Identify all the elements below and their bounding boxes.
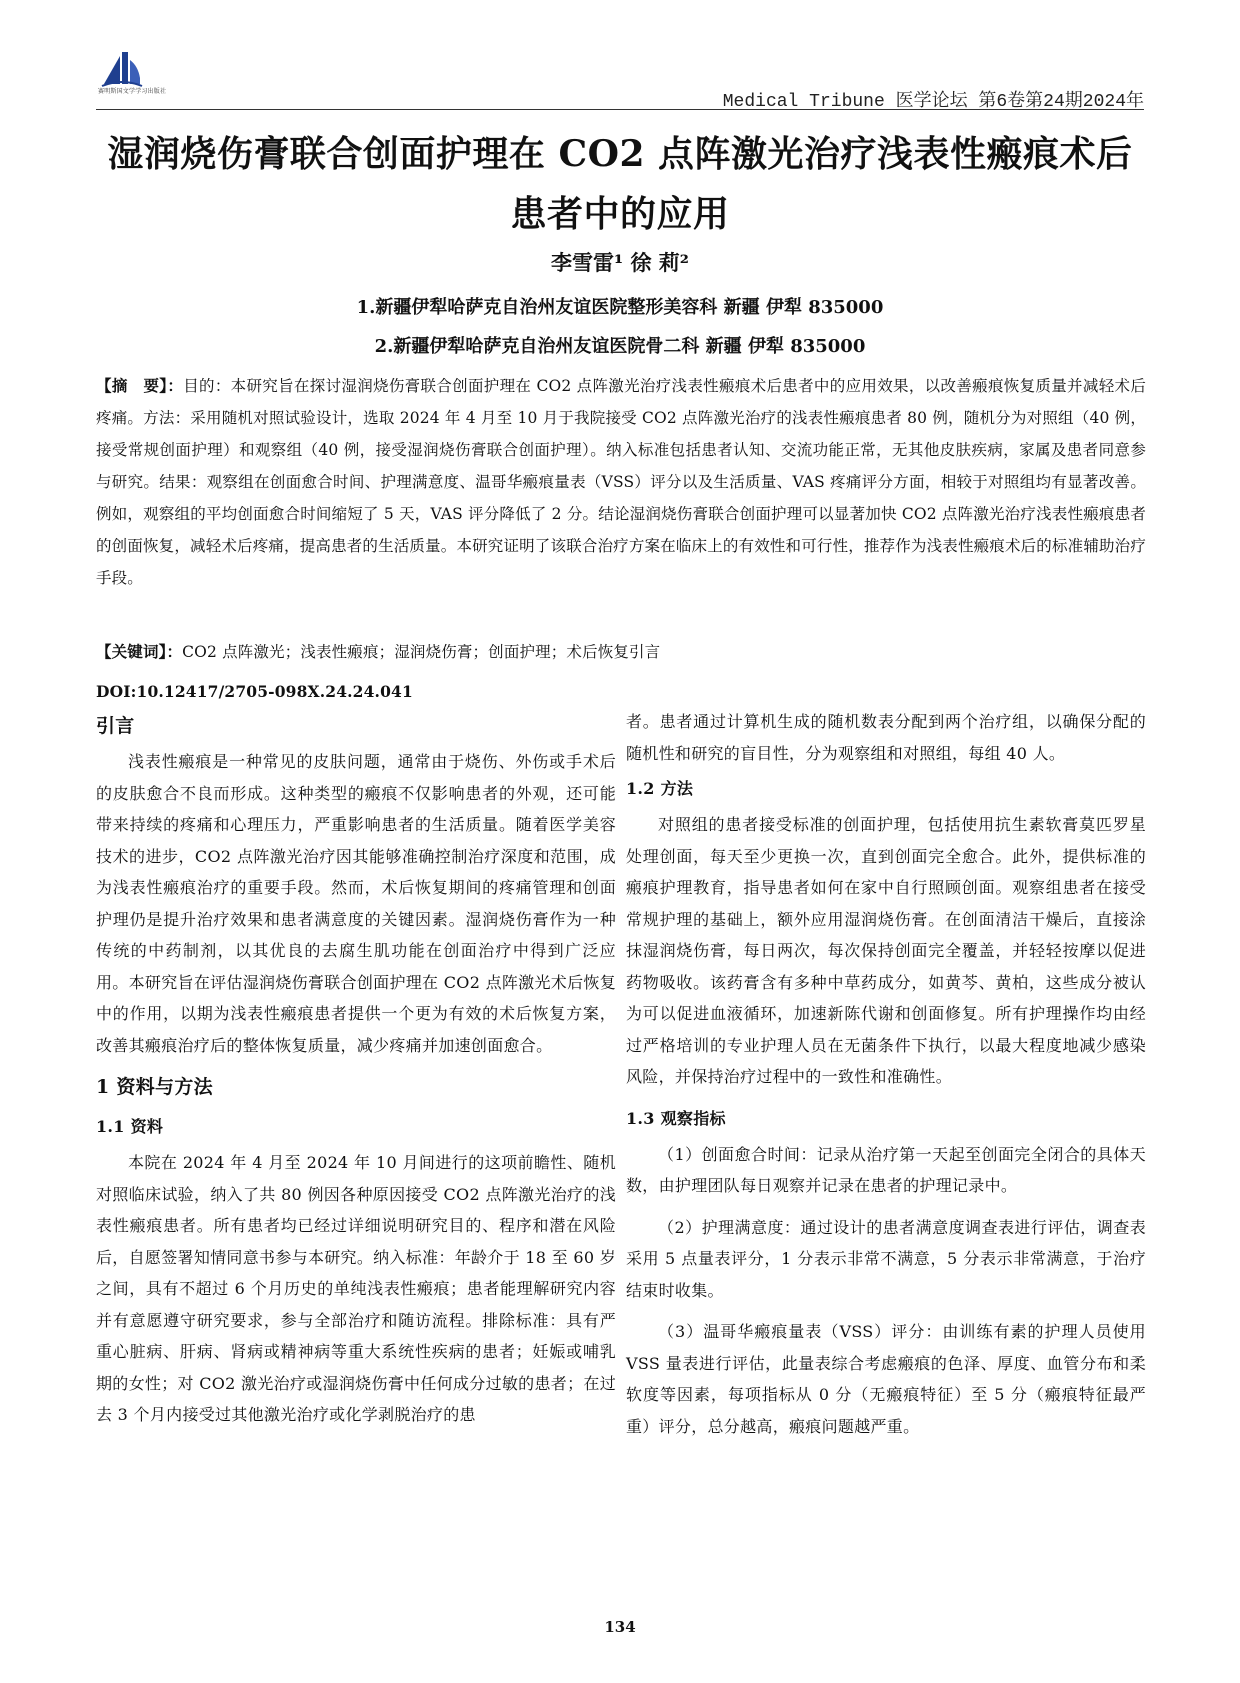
- publisher-name: 赛明斯国文学学习出版社: [98, 88, 167, 95]
- affiliation-1: 1.新疆伊犁哈萨克自治州友谊医院整形美容科 新疆 伊犁 835000: [356, 297, 884, 318]
- indicator-item-2: （2）护理满意度：通过设计的患者满意度调查表进行评估，调查表采用 5 点量表评分，1 分表示非常不满意，5 分表示非常满意，于治疗结束时收集。: [626, 1217, 1146, 1300]
- indicator-item-1: （1）创面愈合时间：记录从治疗第一天起至创面完全闭合的具体天数，由护理团队每日观察并记录在患者的护理记录中。: [626, 1144, 1146, 1195]
- page-number: 134: [604, 1618, 636, 1636]
- abstract: [96, 370, 1146, 594]
- paper-title: 湿润烧伤膏联合创面护理在 CO2 点阵激光治疗浅表性瘢痕术后患者中的应用: [107, 133, 1133, 235]
- subsection-1-2-paragraph: 对照组的患者接受标准的创面护理，包括使用抗生素软膏莫匹罗星处理创面，每天至少更换一次，直到创面完全愈合。此外，提供标准的瘢痕护理教育，指导患者如何在家中自行照顾创面。观察组患者在接受常规护理的基础上，额外应用湿润烧伤膏。在创面清洁干燥后，直接涂抹湿润烧伤膏，每日两次，每次保持创面完全覆盖，并轻轻按摩以促进药物吸收。该药膏含有多种中草药成分，如黄芩、黄柏，这些成分被认为可以促进血液循环，加速新陈代谢和创面修复。所有护理操作均由经过严格培训的专业护理人员在无菌条件下执行，以最大程度地减少感染风险，并保持治疗过程中的一致性和准确性。: [626, 815, 1146, 1086]
- keywords: [96, 636, 1146, 668]
- indicator-item-3: （3）温哥华瘢痕量表（VSS）评分：由训练有素的护理人员使用 VSS 量表进行评估，此量表综合考虑瘢痕的色泽、厚度、血管分布和柔软度等因素，每项指标从 0 分（无瘢痕特征）至 5 分（瘢痕特征最严重）评分，总分越高，瘢痕问题越严重。: [626, 1322, 1146, 1436]
- intro-paragraph: 浅表性瘢痕是一种常见的皮肤问题，通常由于烧伤、外伤或手术后的皮肤愈合不良而形成。这种类型的瘢痕不仅影响患者的外观，还可能带来持续的疼痛和心理压力，严重影响患者的生活质量。随着医学美容技术的进步，CO2 点阵激光治疗因其能够准确控制治疗深度和范围，成为浅表性瘢痕治疗的重要手段。然而，术后恢复期间的疼痛管理和创面护理仍是提升治疗效果和患者满意度的关键因素。湿润烧伤膏作为一种传统的中药制剂，以其优良的去腐生肌功能在创面治疗中得到广泛应用。本研究旨在评估湿润烧伤膏联合创面护理在 CO2 点阵激光术后恢复中的作用，以期为浅表性瘢痕患者提供一个更为有效的术后恢复方案，改善其瘢痕治疗后的整体恢复质量，减少疼痛并加速创面愈合。: [96, 752, 616, 1055]
- section-1-heading: 1 资料与方法: [96, 1076, 213, 1098]
- authors: 李雪雷¹ 徐 莉²: [550, 250, 690, 275]
- left-column: [96, 706, 616, 1431]
- header-divider: [96, 109, 1144, 110]
- subsection-1-1-heading: 1.1 资料: [96, 1117, 164, 1136]
- right-column: [626, 706, 1146, 1442]
- affiliation-2: 2.新疆伊犁哈萨克自治州友谊医院骨二科 新疆 伊犁 835000: [374, 336, 866, 357]
- doi: DOI:10.12417/2705-098X.24.24.041: [96, 682, 413, 701]
- subsection-1-2-heading: 1.2 方法: [626, 779, 694, 798]
- intro-heading: 引言: [96, 715, 135, 737]
- journal-info: Medical Tribune 医学论坛 第6卷第24期2024年: [722, 92, 1144, 112]
- keywords-text: CO2 点阵激光；浅表性瘢痕；湿润烧伤膏；创面护理；术后恢复引言: [182, 643, 661, 661]
- subsection-1-1-paragraph: 本院在 2024 年 4 月至 2024 年 10 月间进行的这项前瞻性、随机对照临床试验，纳入了共 80 例因各种原因接受 CO2 点阵激光治疗的浅表性瘢痕患者。所有患者均已经过详细说明研究目的、程序和潜在风险后，自愿签署知情同意书参与本研究。纳入标准：年龄介于 18 至 60 岁之间，具有不超过 6 个月历史的单纯浅表性瘢痕；患者能理解研究内容并有意愿遵守研究要求，参与全部治疗和随访流程。排除标准：具有严重心脏病、肝病、肾病或精神病等重大系统性疾病的患者；妊娠或哺乳期的女性；对 CO2 激光治疗或湿润烧伤膏中任何成分过敏的患者；在过去 3 个月内接受过其他激光治疗或化学剥脱治疗的患: [96, 1153, 616, 1424]
- continued-paragraph: 者。患者通过计算机生成的随机数表分配到两个治疗组，以确保分配的随机性和研究的盲目性，分为观察组和对照组，每组 40 人。: [626, 712, 1146, 763]
- keywords-label: 【关键词】：: [96, 642, 183, 661]
- abstract-text: 目的：本研究旨在探讨湿润烧伤膏联合创面护理在 CO2 点阵激光治疗浅表性瘢痕术后患者中的应用效果，以改善瘢痕恢复质量并减轻术后疼痛。方法：采用随机对照试验设计，选取 2024 年 4 月至 10 月于我院接受 CO2 点阵激光治疗的浅表性瘢痕患者 80 例，随机分为对照组（40 例，接受常规创面护理）和观察组（40 例，接受湿润烧伤膏联合创面护理）。纳入标准包括患者认知、交流功能正常，无其他皮肤疾病，家属及患者同意参与研究。结果：观察组在创面愈合时间、护理满意度、温哥华瘢痕量表（VSS）评分以及生活质量、VAS 疼痛评分方面，相较于对照组均有显著改善。例如，观察组的平均创面愈合时间缩短了 5 天，VAS 评分降低了 2 分。结论湿润烧伤膏联合创面护理可以显著加快 CO2 点阵激光治疗浅表性瘢痕患者的创面恢复，减轻术后疼痛，提高患者的生活质量。本研究证明了该联合治疗方案在临床上的有效性和可行性，推荐作为浅表性瘢痕术后的标准辅助治疗手段。: [96, 377, 1146, 587]
- subsection-1-3-heading: 1.3 观察指标: [626, 1108, 726, 1128]
- abstract-label: 【摘 要】：: [96, 376, 184, 395]
